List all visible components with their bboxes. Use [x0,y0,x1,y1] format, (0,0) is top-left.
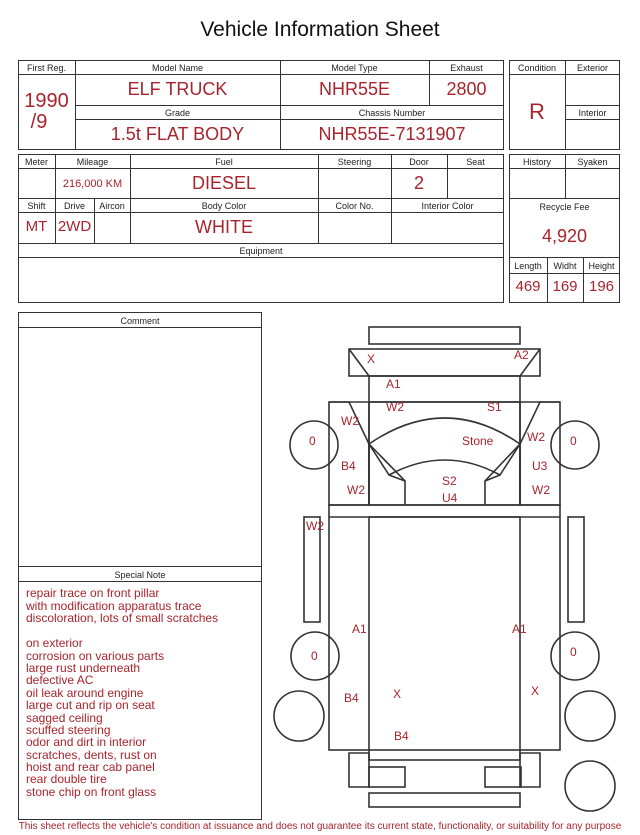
right-spare-tire [565,761,615,811]
mark-right-door-mid: U3 [532,459,548,473]
mark-windshield: Stone [462,434,494,448]
width-label: Widht [553,261,577,271]
first-reg-month: /9 [30,111,48,133]
mark-bed-x-right: X [531,684,540,698]
meter-label: Meter [24,157,48,167]
recycle-fee-label: Recycle Fee [539,202,590,212]
special-note-label: Special Note [114,570,166,580]
interior-label: Interior [578,108,607,118]
mark-left-bed-a: A1 [352,622,367,636]
mark-right-pillar: S1 [487,400,502,414]
height-value: 196 [588,278,615,295]
fuel-value: DIESEL [191,173,257,193]
mark-left-door-mid: B4 [341,459,356,473]
seat-label: Seat [466,157,485,167]
grade-label: Grade [164,108,190,118]
mark-left-tire-rear: 0 [311,649,318,663]
mark-left-door-top: W2 [341,414,359,428]
mark-left-bed-b: B4 [344,691,359,705]
body-color-label: Body Color [201,201,247,211]
mark-right-tire-front: 0 [570,434,577,448]
model-name-value: ELF TRUCK [127,79,228,99]
mark-right-door-low: W2 [532,483,550,497]
mark-front-bumper: X [367,352,376,366]
special-note-item: odor and dirt in interior [26,735,147,749]
aircon-label: Aircon [99,201,125,211]
mark-bed-x-left: X [393,687,402,701]
length-value: 469 [515,278,541,295]
special-note-item: discoloration, lots of small scratches [26,611,219,625]
interior-color-label: Interior Color [421,201,474,211]
exhaust-value: 2800 [446,79,487,99]
special-note-item: oil leak around engine [26,686,144,700]
mark-left-door-low: W2 [347,483,365,497]
rear-bumper-shape [369,793,520,807]
grade-value: 1.5t FLAT BODY [110,124,245,144]
chassis-value: NHR55E-7131907 [318,124,466,144]
special-note-item: large rust underneath [26,661,141,675]
drive-value: 2WD [57,218,92,235]
front-bumper-shape [369,327,520,344]
mark-cab-back-1: S2 [442,474,457,488]
shift-value: MT [25,218,48,235]
syaken-label: Syaken [577,157,608,167]
condition-label: Condition [517,63,557,73]
right-rear-tire-outer [565,691,615,741]
height-label: Height [588,261,615,271]
fuel-label: Fuel [215,157,233,167]
mark-left-bed-front: W2 [306,519,324,533]
special-note-item: large cut and rip on seat [26,698,155,712]
special-note-item: with modification apparatus trace [26,599,202,613]
door-value: 2 [413,173,424,193]
mark-hood: A1 [386,377,401,391]
history-label: History [522,157,551,167]
mark-right-bed-a: A1 [512,622,527,636]
disclaimer-footer: This sheet reflects the vehicle's condition at issuance and does not guarantee its current state, functionality, or suitability for any purpose [18,821,622,832]
equipment-label: Equipment [239,246,283,256]
special-note-item: hoist and rear cab panel [26,760,155,774]
special-note-item: scuffed steering [26,723,111,737]
exhaust-label: Exhaust [450,63,483,73]
page-title: Vehicle Information Sheet [200,18,440,41]
mark-front-right: A2 [514,348,529,362]
length-label: Length [514,261,542,271]
special-note-item: sagged ceiling [26,711,103,725]
special-note-item: corrosion on various parts [26,649,165,663]
first-reg-label: First Reg. [26,63,66,73]
model-type-label: Model Type [331,63,378,73]
truck-damage-diagram [270,320,630,815]
exterior-label: Exterior [576,63,608,73]
model-name-label: Model Name [151,63,204,73]
condition-value: R [529,99,545,124]
model-type-value: NHR55E [318,79,391,99]
special-note-item: defective AC [26,673,94,687]
first-reg-year: 1990 [24,90,69,112]
recycle-fee-value: 4,920 [541,226,588,246]
special-note-item: stone chip on front glass [26,785,157,799]
mark-cab-back-2: U4 [442,491,458,505]
chassis-label: Chassis Number [358,108,426,118]
door-label: Door [409,157,429,167]
mark-left-pillar: W2 [386,400,404,414]
color-no-label: Color No. [335,201,374,211]
mileage-label: Mileage [76,157,109,167]
special-note-item: rear double tire [26,772,107,786]
width-value: 169 [552,278,578,295]
mark-left-tire-front: 0 [309,434,316,448]
comment-label: Comment [120,316,160,326]
mark-right-door-top: W2 [527,430,545,444]
special-note-item: on exterior [26,636,83,650]
left-rear-tire-outer [274,691,324,741]
shift-label: Shift [27,201,46,211]
body-color-value: WHITE [195,217,253,237]
mark-bed-rear: B4 [394,729,409,743]
special-note-item: scratches, dents, rust on [26,748,157,762]
steering-label: Steering [337,157,372,167]
mileage-value: 216,000 KM [62,178,123,190]
special-note-item: repair trace on front pillar [26,586,160,600]
drive-label: Drive [63,201,85,211]
cab-front-shape [349,349,540,376]
mark-right-tire-rear: 0 [570,645,577,659]
